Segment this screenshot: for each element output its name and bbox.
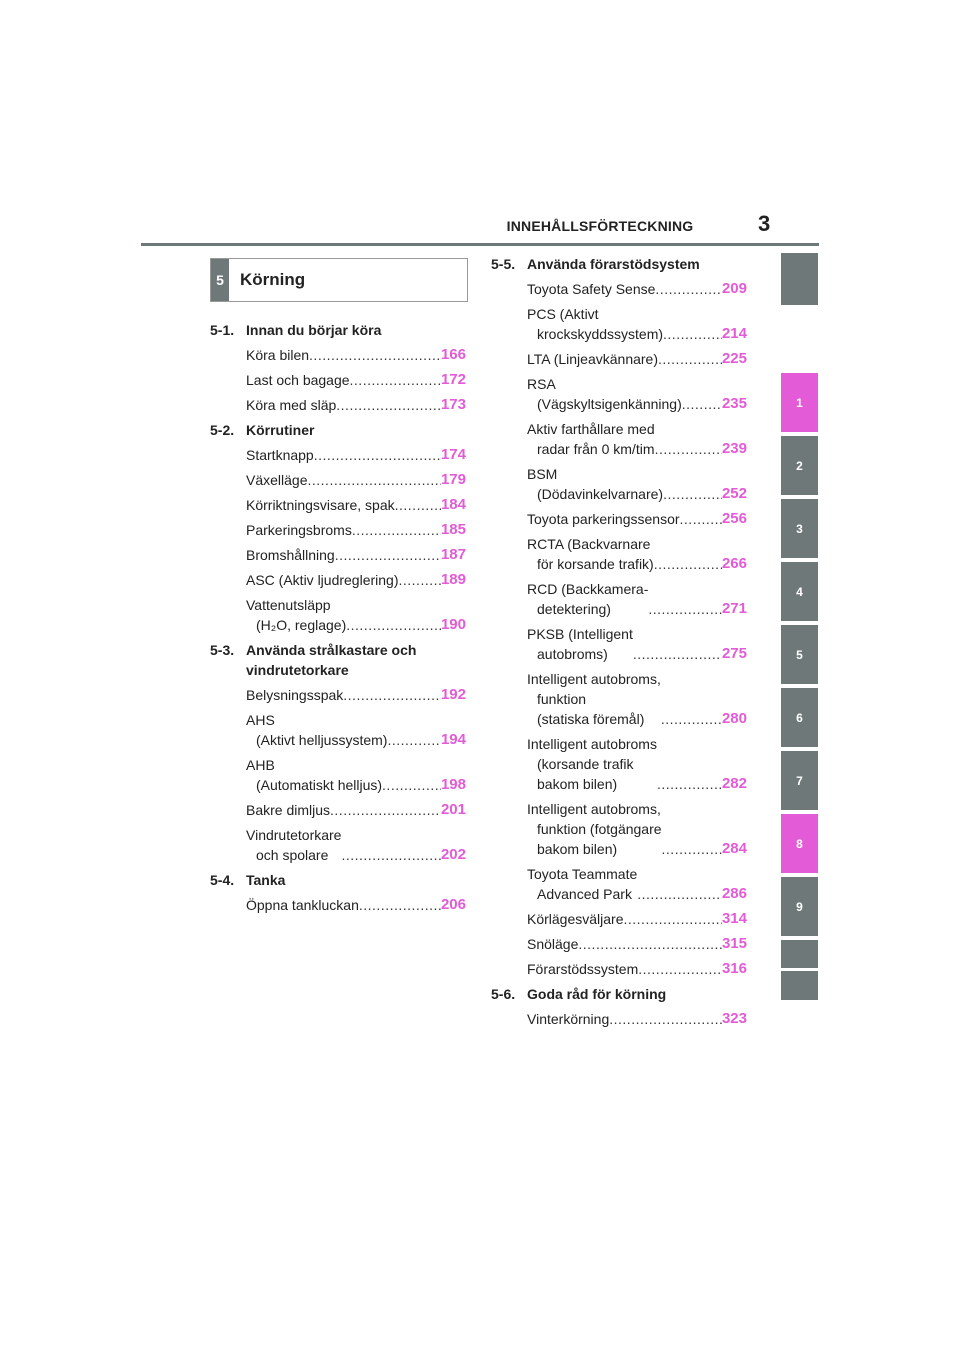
chapter-tab-blank[interactable] <box>781 940 818 968</box>
toc-page-link[interactable]: 173 <box>440 396 466 413</box>
toc-entry[interactable] <box>246 545 466 565</box>
chapter-tab-6[interactable]: 6 <box>781 688 818 747</box>
toc-group-number: 5-6. <box>491 986 516 1002</box>
toc-entry-line: Vattenutsläpp <box>246 597 331 613</box>
dot-leader <box>346 615 441 635</box>
toc-page-link[interactable]: 314 <box>721 910 747 927</box>
toc-entry-title <box>527 534 654 574</box>
dot-leader <box>343 685 441 705</box>
dot-leader <box>395 495 441 515</box>
toc-entry-line: (Automatiskt helljus) <box>256 777 383 793</box>
toc-entry-line: Körriktningsvisare, spak <box>246 497 395 513</box>
toc-entry[interactable] <box>527 464 747 504</box>
toc-entry-title <box>246 570 399 590</box>
toc-entry-title <box>527 624 633 664</box>
toc-entry-line: (korsande trafik <box>537 756 634 772</box>
header-title: INNEHÅLLSFÖRTECKNING <box>506 218 694 234</box>
toc-entry-title <box>527 799 662 859</box>
toc-entry-line: för korsande trafik) <box>537 556 654 572</box>
toc-entries <box>246 445 466 635</box>
toc-entry-title <box>246 445 314 465</box>
dot-leader <box>655 439 722 459</box>
toc-entry-line: Bakre dimljus <box>246 802 331 818</box>
dot-leader <box>382 775 441 795</box>
toc-entry-line: Intelligent autobroms, <box>527 801 661 817</box>
dot-leader <box>335 545 441 565</box>
toc-entry-line: Intelligent autobroms <box>527 736 657 752</box>
toc-entry-line: Öppna tankluckan <box>246 897 359 913</box>
toc-group <box>210 320 466 415</box>
dot-leader <box>341 845 441 865</box>
toc-entry-line: och spolare <box>256 847 329 863</box>
toc-entry-title <box>246 345 309 365</box>
toc-entries <box>246 685 466 865</box>
toc-page-link[interactable]: 266 <box>721 555 747 572</box>
toc-entry-line: bakom bilen) <box>537 841 618 857</box>
toc-page-link[interactable]: 187 <box>440 546 466 563</box>
toc-entry[interactable] <box>527 959 747 979</box>
toc-page-link[interactable]: 166 <box>440 346 466 363</box>
toc-entry-title <box>246 395 336 415</box>
toc-group <box>210 870 466 915</box>
toc-group <box>491 984 747 1029</box>
toc-entry[interactable] <box>246 470 466 490</box>
toc-group-title: Körrutiner <box>246 422 315 438</box>
dot-leader <box>399 570 441 590</box>
toc-page-link[interactable]: 239 <box>721 440 747 457</box>
toc-entry[interactable] <box>527 909 747 929</box>
toc-page-link[interactable]: 184 <box>440 496 466 513</box>
toc-entry[interactable] <box>246 895 466 915</box>
toc-page-link[interactable]: 206 <box>440 896 466 913</box>
toc-entry-title <box>246 595 346 635</box>
toc-entry[interactable] <box>246 395 466 415</box>
toc-group-heading <box>210 870 466 890</box>
toc-entry-title <box>246 800 330 820</box>
dot-leader <box>609 1009 722 1029</box>
toc-page-link[interactable]: 192 <box>440 686 466 703</box>
toc-group <box>491 254 747 979</box>
page-number: 3 <box>758 211 771 236</box>
toc-left-column <box>210 320 466 920</box>
toc-page-link[interactable]: 323 <box>721 1010 747 1027</box>
chapter-tab-blank[interactable] <box>781 971 818 1000</box>
toc-page-link[interactable]: 315 <box>721 935 747 952</box>
dot-leader <box>637 884 722 904</box>
toc-entry-line: (H₂O, reglage) <box>256 617 347 633</box>
toc-group-heading <box>210 320 466 340</box>
toc-entry-line: krockskyddssystem) <box>537 326 664 342</box>
toc-entry-title <box>246 545 335 565</box>
toc-entry-line: Toyota Safety Sense <box>527 281 656 297</box>
dot-leader <box>352 520 441 540</box>
toc-page-link[interactable]: 202 <box>440 846 466 863</box>
dot-leader <box>663 484 722 504</box>
toc-entry[interactable] <box>527 864 747 904</box>
toc-page-link[interactable]: 198 <box>440 776 466 793</box>
toc-entry-title <box>527 959 638 979</box>
toc-entry-line: Toyota Teammate <box>527 866 638 882</box>
toc-entry[interactable] <box>246 755 466 795</box>
dot-leader <box>682 394 722 414</box>
toc-group-number: 5-1. <box>210 322 235 338</box>
toc-page-link[interactable]: 252 <box>721 485 747 502</box>
chapter-tab-4[interactable]: 4 <box>781 562 818 621</box>
toc-entry-line: Belysningsspak <box>246 687 344 703</box>
toc-entry-line: Startknapp <box>246 447 314 463</box>
toc-group-number: 5-3. <box>210 642 235 658</box>
toc-entries <box>527 279 747 979</box>
section-title: Körning <box>240 270 306 289</box>
toc-group-number: 5-5. <box>491 256 516 272</box>
toc-entry-line: RCTA (Backvarnare <box>527 536 651 552</box>
toc-entry-line: radar från 0 km/tim <box>537 441 655 457</box>
toc-page-link[interactable]: 316 <box>721 960 747 977</box>
toc-entry-line: Vinterkörning <box>527 1011 610 1027</box>
toc-entry-line: PKSB (Intelligent <box>527 626 633 642</box>
toc-entry-line: funktion (fotgängare <box>537 821 662 837</box>
toc-entry-line: Vindrutetorkare <box>246 827 342 843</box>
toc-page-link[interactable]: 185 <box>440 521 466 538</box>
toc-entry-title <box>527 579 648 619</box>
toc-entry[interactable] <box>246 595 466 635</box>
toc-entry[interactable] <box>527 279 747 299</box>
toc-entry-title <box>527 864 637 904</box>
toc-entry-line: Snöläge <box>527 936 579 952</box>
chapter-tab-9[interactable]: 9 <box>781 877 818 936</box>
toc-entry-title <box>527 279 655 299</box>
dot-leader <box>308 470 441 490</box>
dot-leader <box>624 909 722 929</box>
toc-entry[interactable] <box>246 445 466 465</box>
toc-entry[interactable] <box>527 734 747 794</box>
toc-entry-line: detektering) <box>537 601 611 617</box>
dot-leader <box>655 279 722 299</box>
toc-page-link[interactable]: 209 <box>721 280 747 297</box>
toc-entry[interactable] <box>527 374 747 414</box>
toc-entry-line: LTA (Linjeavkännare) <box>527 351 658 367</box>
toc-entry[interactable] <box>527 579 747 619</box>
dot-leader <box>359 895 441 915</box>
chapter-tab-5[interactable]: 5 <box>781 625 818 684</box>
toc-entry-line: PCS (Aktivt <box>527 306 599 322</box>
toc-right-column <box>491 254 747 1034</box>
toc-entry-line: Advanced Park <box>537 886 632 902</box>
toc-entry-title <box>527 734 657 794</box>
toc-entry-line: Aktiv farthållare med <box>527 421 655 437</box>
dot-leader <box>654 554 722 574</box>
toc-entry-line: (Aktivt helljussystem) <box>256 732 388 748</box>
dot-leader <box>314 445 441 465</box>
toc-entry-title <box>246 710 387 750</box>
toc-entry[interactable] <box>527 534 747 574</box>
toc-page-link[interactable]: 235 <box>721 395 747 412</box>
toc-entry-title <box>527 374 682 414</box>
toc-entry-title <box>246 520 352 540</box>
toc-group-title: Tanka <box>246 872 286 888</box>
toc-group-title: Innan du börjar köra <box>246 322 382 338</box>
toc-entry[interactable] <box>246 370 466 390</box>
toc-group-heading <box>210 420 466 440</box>
toc-entry-line: Toyota parkeringssensor <box>527 511 680 527</box>
toc-entry[interactable] <box>527 799 747 859</box>
toc-group <box>210 640 466 865</box>
toc-entry-line: (statiska föremål) <box>537 711 645 727</box>
toc-entry-title <box>527 1009 609 1029</box>
toc-entry-line: Växelläge <box>246 472 308 488</box>
dot-leader <box>578 934 722 954</box>
toc-entry-title <box>527 909 624 929</box>
toc-entry[interactable] <box>527 349 747 369</box>
toc-entries <box>246 345 466 415</box>
toc-entry-line: AHB <box>246 757 275 773</box>
toc-entry-title <box>527 464 663 504</box>
dot-leader <box>638 959 722 979</box>
toc-page-link[interactable]: 256 <box>721 510 747 527</box>
toc-entry-title <box>527 669 661 729</box>
chapter-tab-3[interactable]: 3 <box>781 499 818 558</box>
toc-entry-line: Körlägesväljare <box>527 911 624 927</box>
toc-entry-line: BSM <box>527 466 558 482</box>
toc-entry[interactable] <box>246 570 466 590</box>
toc-page-link[interactable]: 284 <box>721 840 747 857</box>
toc-entry[interactable] <box>527 304 747 344</box>
toc-entry[interactable] <box>527 624 747 664</box>
section-number: 5 <box>211 259 229 301</box>
toc-entry-title <box>527 349 658 369</box>
toc-entry[interactable] <box>246 345 466 365</box>
dot-leader <box>663 324 722 344</box>
toc-page-link[interactable]: 172 <box>440 371 466 388</box>
toc-page-link[interactable]: 271 <box>721 600 747 617</box>
toc-entry[interactable] <box>527 934 747 954</box>
dot-leader <box>662 839 722 859</box>
toc-group-heading <box>210 640 466 680</box>
toc-entry-line: AHS <box>246 712 275 728</box>
chapter-tab-1[interactable]: 1 <box>781 373 818 432</box>
toc-entry-line: RSA <box>527 376 556 392</box>
toc-entry[interactable] <box>527 669 747 729</box>
toc-group-heading <box>491 984 747 1004</box>
toc-entry[interactable] <box>246 800 466 820</box>
toc-entry[interactable] <box>527 1009 747 1029</box>
toc-group-title: Använda strålkastare och vindrutetorkare <box>246 642 417 678</box>
toc-group-title: Använda förarstödsystem <box>527 256 700 272</box>
toc-entry-title <box>246 495 395 515</box>
chapter-tab-8[interactable]: 8 <box>781 814 818 873</box>
dot-leader <box>309 345 441 365</box>
dot-leader <box>633 644 722 664</box>
toc-entry-line: Köra med släp <box>246 397 337 413</box>
dot-leader <box>330 800 441 820</box>
toc-entry-title <box>246 370 350 390</box>
toc-entry-title <box>527 934 578 954</box>
toc-entries <box>246 895 466 915</box>
toc-group-number: 5-2. <box>210 422 235 438</box>
toc-entry-title <box>246 685 343 705</box>
toc-entries <box>527 1009 747 1029</box>
dot-leader <box>661 709 722 729</box>
toc-page-link[interactable]: 189 <box>440 571 466 588</box>
toc-page-link[interactable]: 174 <box>440 446 466 463</box>
toc-entry[interactable] <box>246 495 466 515</box>
toc-page-link[interactable]: 179 <box>440 471 466 488</box>
toc-entry-line: Köra bilen <box>246 347 310 363</box>
toc-entry-line: (Dödavinkelvarnare) <box>537 486 664 502</box>
toc-page-link[interactable]: 214 <box>721 325 747 342</box>
toc-entry-line: (Vägskyltsigenkänning) <box>537 396 682 412</box>
toc-page-link[interactable]: 282 <box>721 775 747 792</box>
toc-group <box>210 420 466 635</box>
toc-page-link[interactable]: 194 <box>440 731 466 748</box>
toc-entry[interactable] <box>246 520 466 540</box>
toc-page-link[interactable]: 280 <box>721 710 747 727</box>
toc-page-link[interactable]: 275 <box>721 645 747 662</box>
toc-entry-line: ASC (Aktiv ljudreglering) <box>246 572 399 588</box>
toc-entry-title <box>246 470 308 490</box>
toc-entry-title <box>246 755 382 795</box>
header-divider <box>141 243 819 246</box>
toc-group-number: 5-4. <box>210 872 235 888</box>
toc-entry-line: Parkeringsbroms <box>246 522 352 538</box>
dot-leader <box>336 395 441 415</box>
toc-entry-line: Last och bagage <box>246 372 350 388</box>
toc-group-title: Goda råd för körning <box>527 986 667 1002</box>
dot-leader <box>658 349 722 369</box>
toc-page-link[interactable]: 225 <box>721 350 747 367</box>
section-heading <box>210 258 468 302</box>
toc-entry[interactable] <box>246 685 466 705</box>
dot-leader <box>648 599 722 619</box>
toc-entry-line: RCD (Backkamera- <box>527 581 649 597</box>
toc-page-link[interactable]: 190 <box>440 616 466 633</box>
chapter-tab-blank[interactable] <box>781 253 818 305</box>
toc-entry[interactable] <box>246 710 466 750</box>
dot-leader <box>680 509 722 529</box>
toc-entry-title <box>527 304 663 344</box>
toc-group-heading <box>491 254 747 274</box>
dot-leader <box>350 370 441 390</box>
toc-entry-line: Förarstödssystem <box>527 961 639 977</box>
dot-leader <box>657 774 722 794</box>
toc-entry[interactable] <box>527 419 747 459</box>
chapter-tab-7[interactable]: 7 <box>781 751 818 810</box>
toc-entry-line: Bromshållning <box>246 547 335 563</box>
toc-entry-title <box>246 825 341 865</box>
toc-entry-title <box>527 419 655 459</box>
chapter-tab-2[interactable]: 2 <box>781 436 818 495</box>
toc-page-link[interactable]: 286 <box>721 885 747 902</box>
toc-entry-line: autobroms) <box>537 646 608 662</box>
toc-entry-line: bakom bilen) <box>537 776 618 792</box>
toc-entry-line: funktion <box>537 691 587 707</box>
toc-entry-title <box>246 895 359 915</box>
toc-entry[interactable] <box>527 509 747 529</box>
toc-entry-line: Intelligent autobroms, <box>527 671 661 687</box>
toc-entry[interactable] <box>246 825 466 865</box>
toc-entry-title <box>527 509 680 529</box>
toc-page-link[interactable]: 201 <box>440 801 466 818</box>
dot-leader <box>387 730 441 750</box>
